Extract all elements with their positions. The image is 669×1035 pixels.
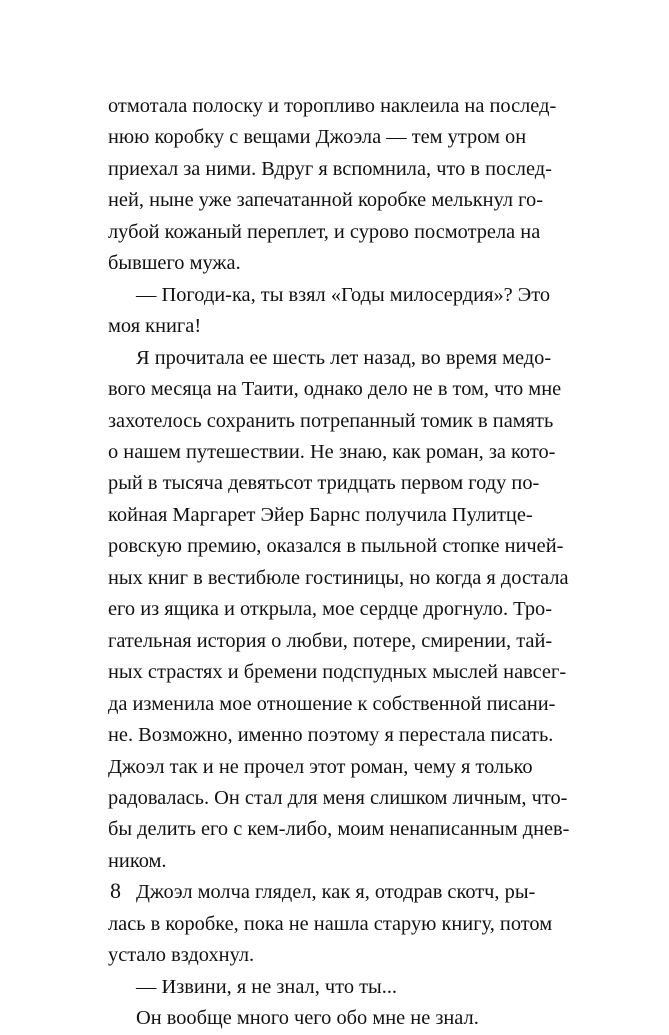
text-line: ровскую премию, оказался в пыльной стопке ничей- (108, 535, 564, 558)
text-line: Я прочитала ее шесть лет назад, во время медо- (136, 346, 552, 369)
text-line: лась в коробке, пока не нашла старую книгу, потом (108, 912, 553, 935)
text-line: устало вздохнул. (108, 944, 255, 967)
text-line: бы делить его с кем-либо, моим ненаписанным днев- (108, 818, 570, 841)
text-line: вого месяца на Таити, однако дело не в том, что мне (108, 378, 562, 401)
text-line: гательная история о любви, потере, смирении, тай- (108, 629, 553, 652)
text-line: захотелось сохранить потрепанный томик в память (108, 409, 554, 432)
body-text (108, 91, 570, 1035)
text-line: не. Возможно, именно поэтому я перестала писать. (108, 724, 554, 747)
text-line: ных страстях и бремени подспудных мыслей навсег- (108, 661, 567, 684)
text-line: Джоэл так и не прочел этот роман, чему я только (108, 755, 533, 778)
text-line: нюю коробку с вещами Джоэла — тем утром он (108, 126, 527, 149)
text-line: о нашем путешествии. Не знаю, как роман, за кото- (108, 440, 556, 463)
text-line: бывшего мужа. (108, 252, 241, 275)
text-line: койная Маргарет Эйер Барнс получила Пулитце- (108, 503, 533, 526)
text-line: Джоэл молча глядел, как я, отодрав скотч, ры- (136, 881, 536, 904)
text-line: отмотала полоску и торопливо наклеила на послед- (108, 95, 557, 117)
text-line: моя книга! (108, 315, 202, 338)
text-line: рый в тысяча девятьсот тридцать первом году по- (108, 472, 540, 495)
text-line: приехал за ними. Вдруг я вспомнила, что в послед- (108, 157, 552, 180)
text-line: ных книг в вестибюле гостиницы, но когда я достала (108, 566, 569, 589)
page-number: 8 (110, 878, 121, 903)
text-line: да изменила мое отношение к собственной писани- (108, 692, 556, 715)
text-line: ником. (108, 849, 167, 872)
text-line: радовалась. Он стал для меня слишком личным, что- (108, 786, 568, 809)
text-line: — Погоди-ка, ты взял «Годы милосердия»? Это (136, 283, 551, 306)
text-line: лубой кожаный переплет, и сурово посмотрела на (108, 220, 541, 243)
text-line: ней, ныне уже запечатанной коробке мелькнул го- (108, 189, 543, 212)
text-line: — Извини, я не знал, что ты... (136, 975, 398, 998)
text-line: Он вообще много чего обо мне не знал. (136, 1007, 479, 1030)
text-line: его из ящика и открыла, мое сердце дрогнуло. Тро- (108, 598, 553, 621)
